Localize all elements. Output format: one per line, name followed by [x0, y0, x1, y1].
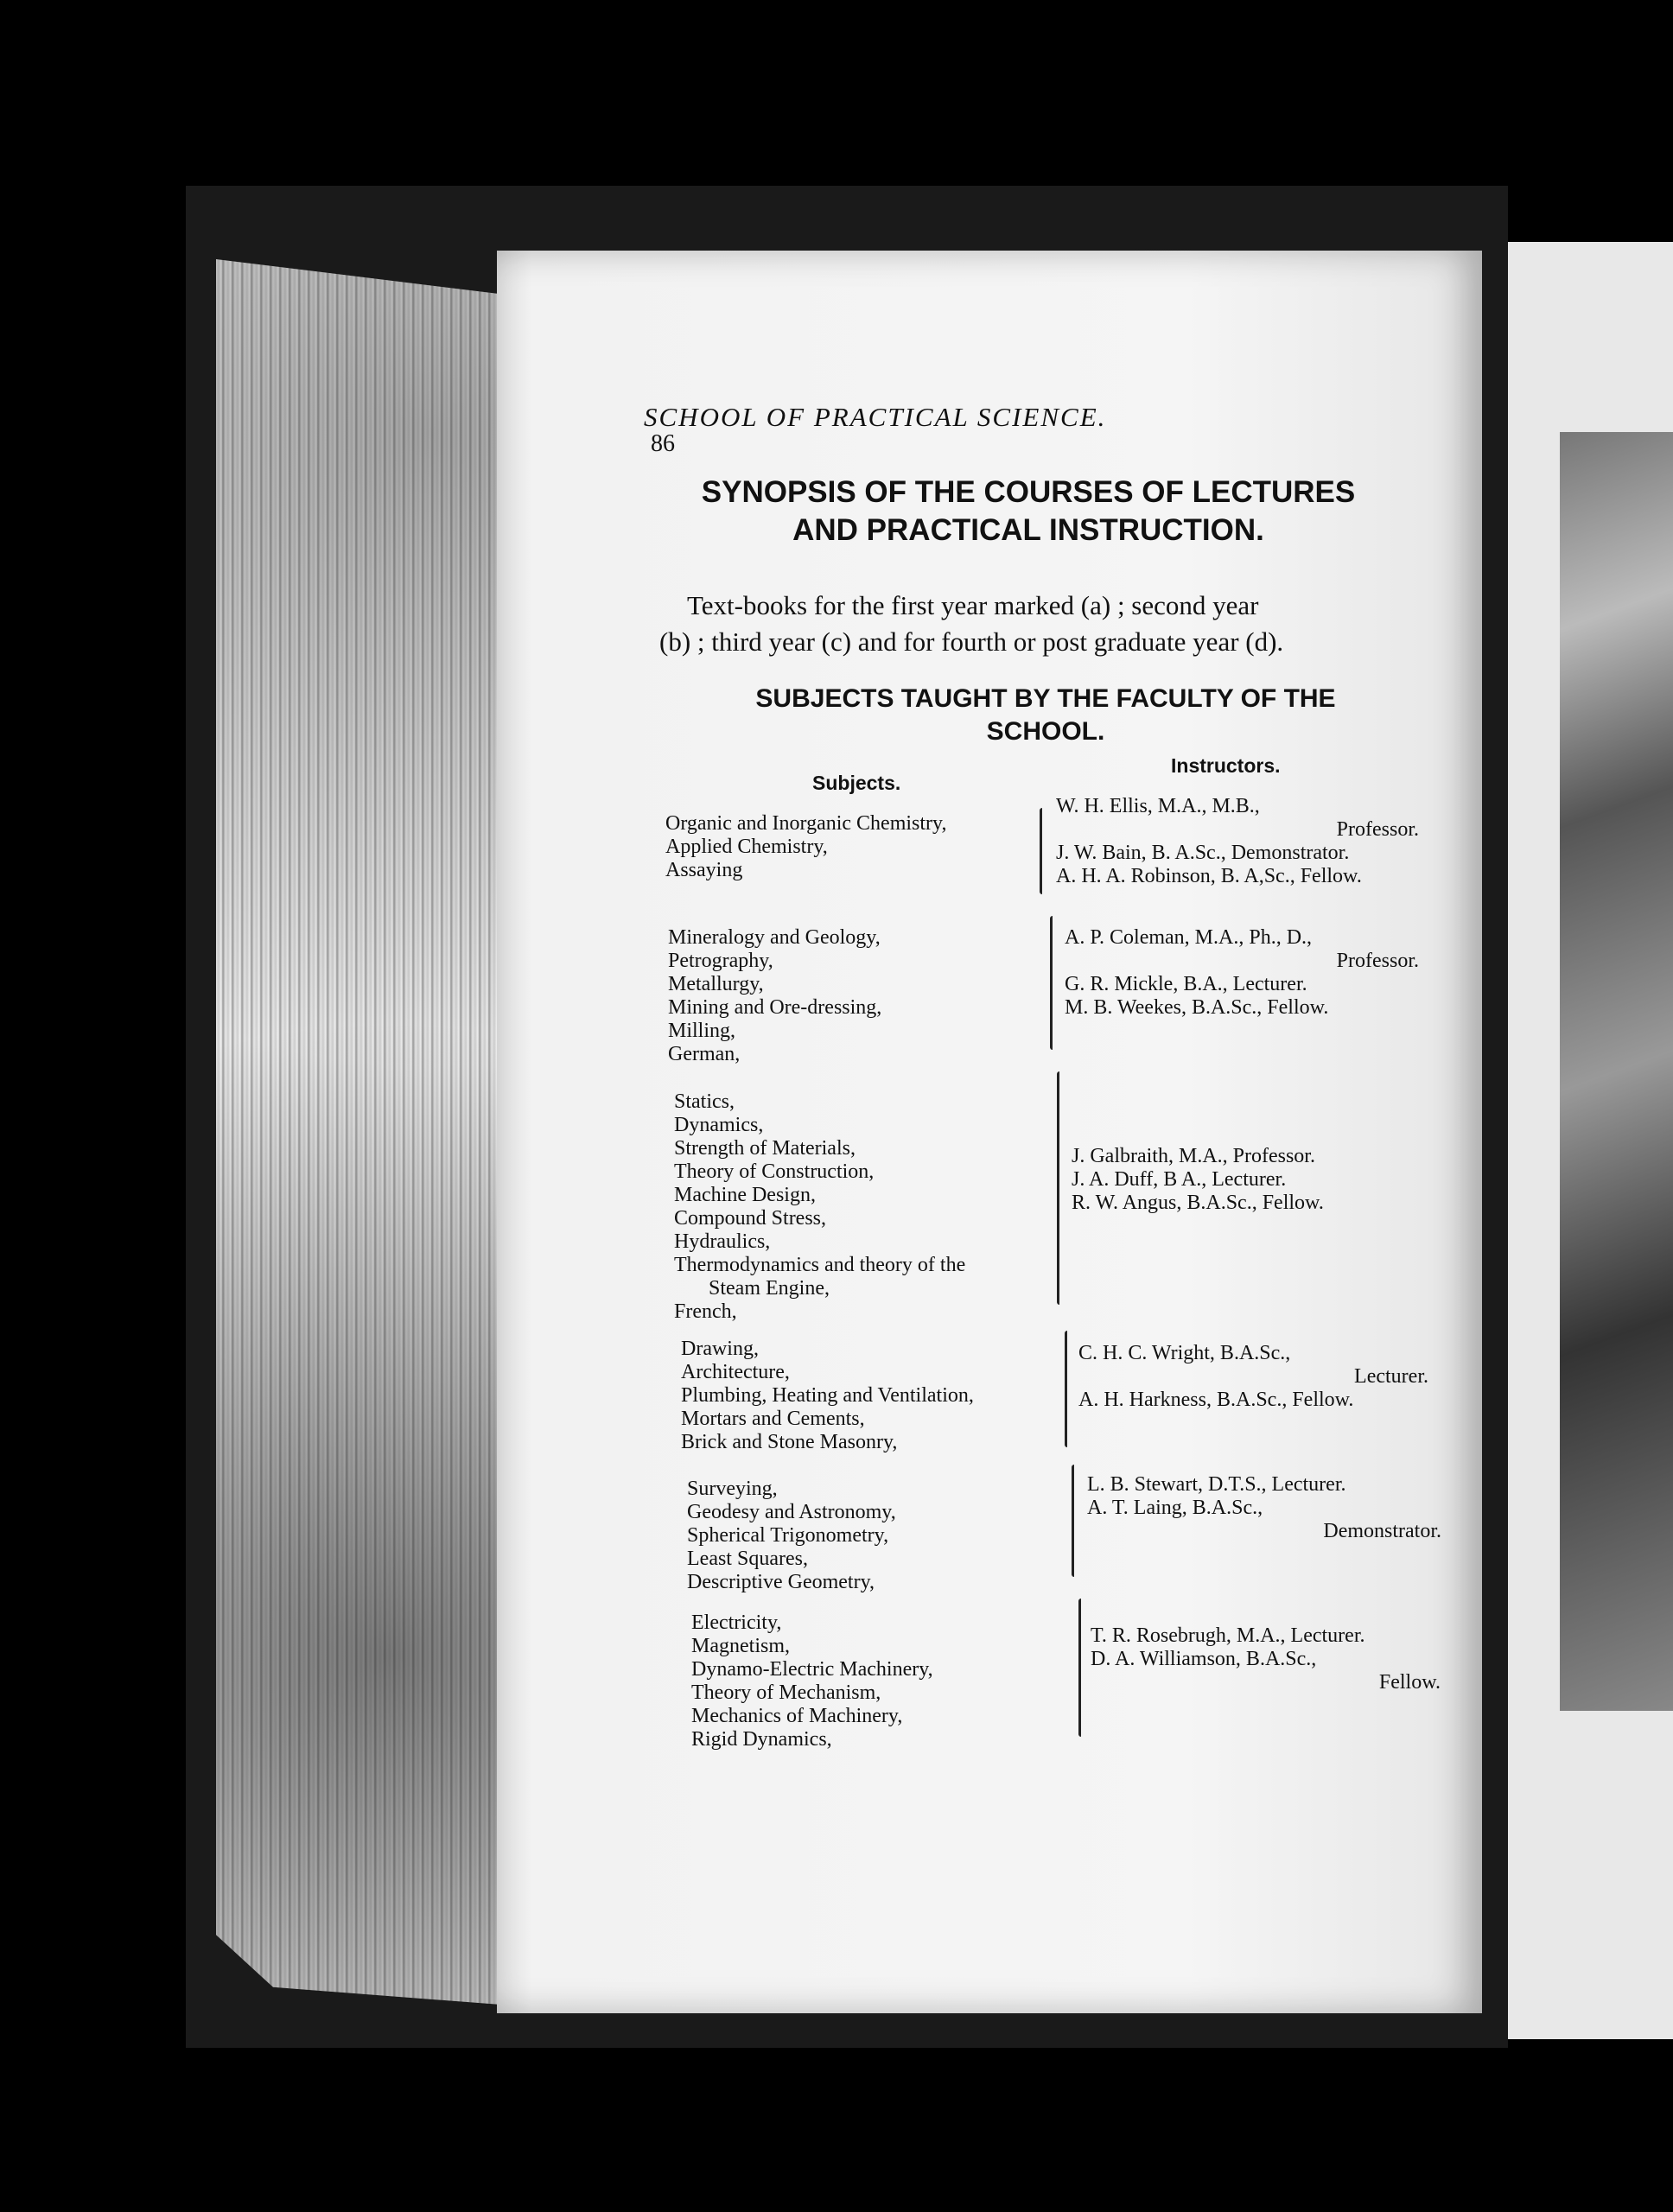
instructors-column-header: Instructors. — [1171, 754, 1281, 777]
subject-item: Assaying — [665, 859, 743, 881]
page-number: 86 — [651, 430, 675, 457]
subject-item: Electricity, — [691, 1611, 782, 1634]
subject-group-electricity — [691, 1611, 933, 1751]
subject-item: Magnetism, — [691, 1635, 790, 1657]
subject-item: Theory of Mechanism, — [691, 1681, 881, 1704]
subject-item: Mineralogy and Geology, — [668, 926, 881, 949]
subject-group-mineralogy — [668, 926, 881, 1066]
instructor-group-surveying — [1087, 1473, 1441, 1543]
instructor-group-mineralogy — [1065, 926, 1419, 1020]
subject-group-chemistry — [665, 812, 946, 882]
subject-item: Least Squares, — [687, 1548, 808, 1570]
subject-item: Dynamics, — [674, 1114, 764, 1136]
section-heading-line-1: SUBJECTS TAUGHT BY THE FACULTY OF THE — [755, 684, 1336, 713]
subject-item: Statics, — [674, 1090, 735, 1113]
subject-item: Brick and Stone Masonry, — [681, 1431, 898, 1453]
instructor-item: Professor. — [1336, 950, 1419, 972]
instructor-item: L. B. Stewart, D.T.S., Lecturer. — [1087, 1473, 1346, 1496]
section-heading — [674, 683, 1417, 748]
subject-item: Strength of Materials, — [674, 1137, 856, 1160]
instructor-group-chemistry — [1056, 795, 1419, 888]
group-brace — [1078, 1599, 1081, 1737]
subject-item: Metallurgy, — [668, 973, 764, 995]
subject-item: Organic and Inorganic Chemistry, — [665, 812, 947, 835]
subject-item: Thermodynamics and theory of the — [674, 1254, 966, 1276]
intro-line-1: Text-books for the first year marked (a) ; second year — [687, 590, 1259, 620]
subject-item: Milling, — [668, 1020, 736, 1042]
facing-page-photograph — [1560, 432, 1673, 1711]
instructor-item: W. H. Ellis, M.A., M.B., — [1056, 795, 1260, 817]
instructor-group-mechanics — [1072, 1145, 1417, 1215]
subject-item: Compound Stress, — [674, 1207, 827, 1230]
instructor-item: M. B. Weekes, B.A.Sc., Fellow. — [1065, 996, 1329, 1019]
instructor-item: J. Galbraith, M.A., Professor. — [1072, 1145, 1315, 1167]
subject-item: Descriptive Geometry, — [687, 1571, 875, 1593]
subject-item: Hydraulics, — [674, 1230, 771, 1253]
page-edges — [216, 259, 501, 2005]
instructor-item: D. A. Williamson, B.A.Sc., — [1091, 1648, 1317, 1670]
subject-item: Machine Design, — [674, 1184, 816, 1206]
subject-item: German, — [668, 1043, 741, 1065]
page-title — [657, 474, 1400, 550]
subject-item: Mining and Ore-dressing, — [668, 996, 882, 1019]
subject-item: Mechanics of Machinery, — [691, 1705, 903, 1727]
group-brace — [1050, 916, 1053, 1050]
subject-group-surveying — [687, 1478, 896, 1594]
instructor-item: Lecturer. — [1354, 1365, 1428, 1388]
instructor-group-drawing — [1078, 1342, 1428, 1412]
instructor-item: G. R. Mickle, B.A., Lecturer. — [1065, 973, 1307, 995]
subject-item: Architecture, — [681, 1361, 790, 1383]
subject-item: Spherical Trigonometry, — [687, 1524, 889, 1547]
subject-item: Steam Engine, — [709, 1277, 830, 1300]
instructor-item: A. H. Harkness, B.A.Sc., Fellow. — [1078, 1389, 1354, 1411]
subjects-column-header: Subjects. — [812, 772, 901, 794]
instructor-item: T. R. Rosebrugh, M.A., Lecturer. — [1091, 1624, 1365, 1647]
subject-item: Rigid Dynamics, — [691, 1728, 832, 1751]
instructor-item: J. W. Bain, B. A.Sc., Demonstrator. — [1056, 842, 1350, 864]
group-brace — [1072, 1465, 1074, 1577]
subject-item: Mortars and Cements, — [681, 1408, 865, 1430]
instructor-item: Fellow. — [1378, 1671, 1441, 1694]
intro-line-2: (b) ; third year (c) and for fourth or post graduate year (d). — [659, 626, 1284, 657]
group-brace — [1065, 1331, 1067, 1447]
group-brace — [1040, 808, 1042, 894]
instructor-group-electricity — [1091, 1624, 1441, 1694]
subject-group-drawing — [681, 1338, 974, 1454]
subject-item: Petrography, — [668, 950, 773, 972]
subject-item: Surveying, — [687, 1478, 778, 1500]
running-title: SCHOOL OF PRACTICAL SCIENCE. — [644, 402, 1107, 432]
subject-item: Plumbing, Heating and Ventilation, — [681, 1384, 974, 1407]
instructor-item: Professor. — [1336, 818, 1419, 841]
instructor-item: A. H. A. Robinson, B. A,Sc., Fellow. — [1056, 865, 1362, 887]
subject-item: Theory of Construction, — [674, 1160, 875, 1183]
subject-item: Dynamo-Electric Machinery, — [691, 1658, 933, 1681]
subject-item: Applied Chemistry, — [665, 836, 828, 858]
page-title-line-1: SYNOPSIS OF THE COURSES OF LECTURES — [701, 475, 1356, 509]
instructor-item: R. W. Angus, B.A.Sc., Fellow. — [1072, 1192, 1324, 1214]
instructor-item: A. P. Coleman, M.A., Ph., D., — [1065, 926, 1313, 949]
subject-item: Geodesy and Astronomy, — [687, 1501, 896, 1523]
section-heading-line-2: SCHOOL. — [986, 717, 1105, 746]
instructor-item: J. A. Duff, B A., Lecturer. — [1072, 1168, 1287, 1191]
subject-item: French, — [674, 1300, 737, 1323]
page-title-line-2: AND PRACTICAL INSTRUCTION. — [792, 513, 1264, 547]
subject-group-mechanics — [674, 1090, 965, 1324]
subject-item: Drawing, — [681, 1338, 759, 1360]
instructor-item: C. H. C. Wright, B.A.Sc., — [1078, 1342, 1291, 1364]
group-brace — [1057, 1071, 1059, 1305]
instructor-item: A. T. Laing, B.A.Sc., — [1087, 1497, 1263, 1519]
instructor-item: Demonstrator. — [1323, 1520, 1441, 1542]
